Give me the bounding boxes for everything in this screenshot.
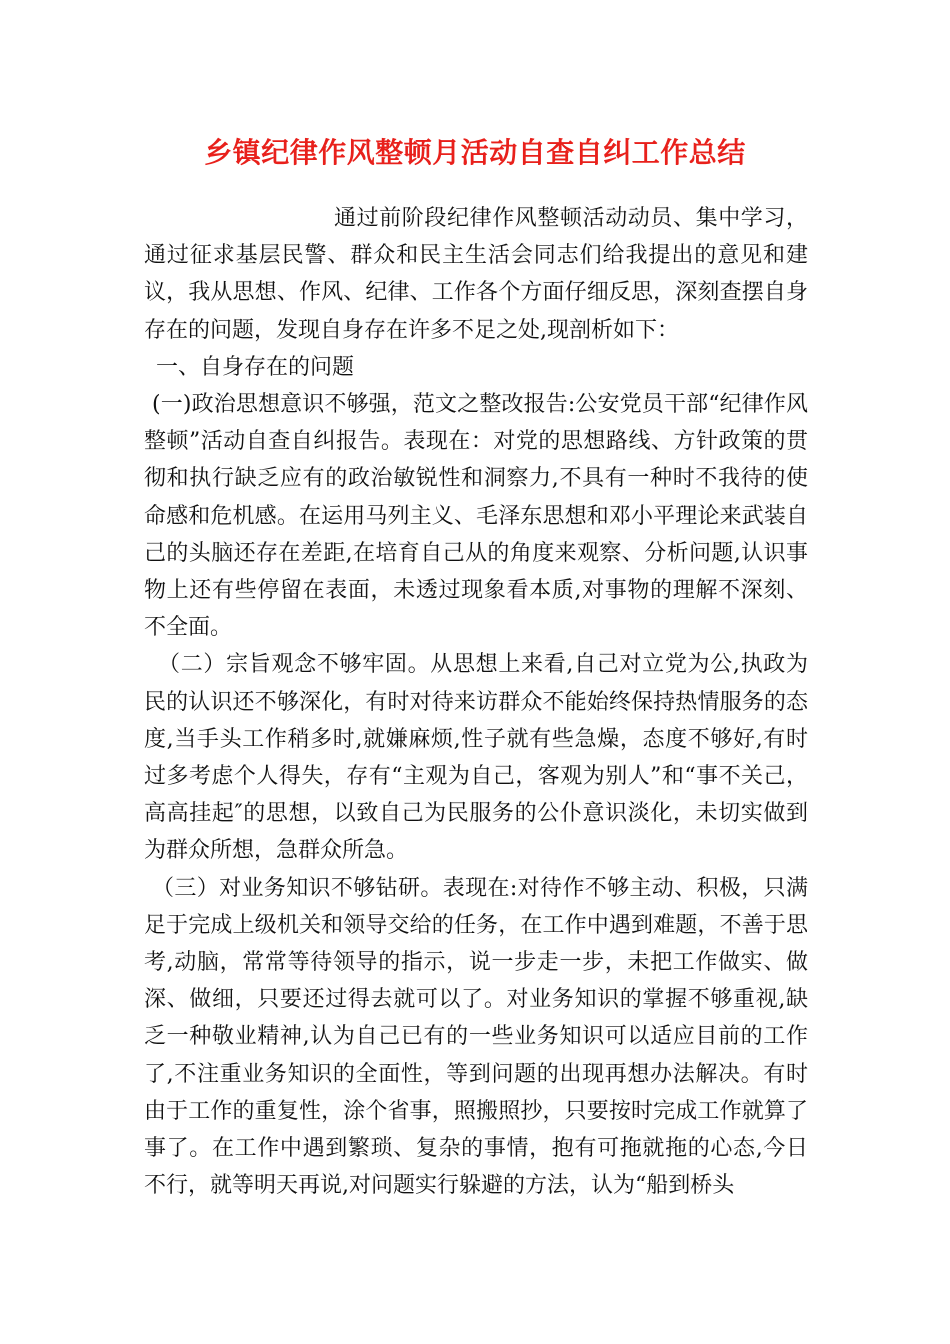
paragraph-section-3: （三）对业务知识不够钻研。表现在:对待作不够主动、积极，只满足于完成上级机关和领导交给的任务，在工作中遇到难题，不善于思考,动脑，常常等待领导的指示，说一步走一步，未把工作做实、做深、做细，只要还过得去就可以了。对业务知识的掌握不够重视,缺乏一种敬业精神,认为自己已有的一些业务知识可以适应目前的工作了,不注重业务知识的全面性，等到问题的出现再想办法解决。有时由于工作的重复性，涂个省事，照搬照抄，只要按时完成工作就算了事了。在工作中遇到繁琐、复杂的事情，抱有可拖就拖的心态,今日不行，就等明天再说,对问题实行躲避的方法，认为“船到桥头 — [144, 875, 808, 1199]
paragraph-section-2: （二）宗旨观念不够牢固。从思想上来看,自己对立党为公,执政为民的认识还不够深化，有时对待来访群众不能始终保持热情服务的态度,当手头工作稍多时,就嫌麻烦,性子就有些急燥，态度不够好,有时过多考虑个人得失，存有“主观为自己，客观为别人”和“事不关己，高高挂起″的思想，以致自己为民服务的公仆意识淡化，未切实做到为群众所想，急群众所急。 — [144, 652, 808, 864]
document-body — [144, 200, 808, 1204]
intro-paragraph: 通过前阶段纪律作风整顿活动动员、集中学习，通过征求基层民警、群众和民主生活会同志们给我提出的意见和建议，我从思想、作风、纪律、工作各个方面仔细反思，深刻查摆自身存在的问题，发现自身存在许多不足之处,现剖析如下： — [144, 206, 808, 343]
paragraph-section-1: (一)政治思想意识不够强，范文之整改报告:公安党员干部“纪律作风整顿”活动自查自纠报告。表现在：对党的思想路线、方针政策的贯彻和执行缺乏应有的政治敏锐性和洞察力,不具有一种时不我待的使命感和危机感。在运用马列主义、毛泽东思想和邓小平理论来武装自己的头脑还存在差距,在培育自己从的角度来观察、分析问题,认识事物上还有些停留在表面，未透过现象看本质,对事物的理解不深刻、不全面。 — [144, 392, 808, 641]
document-title: 乡镇纪律作风整顿月活动自查自纠工作总结 — [204, 136, 746, 169]
section-heading: 一、自身存在的问题 — [156, 354, 355, 380]
